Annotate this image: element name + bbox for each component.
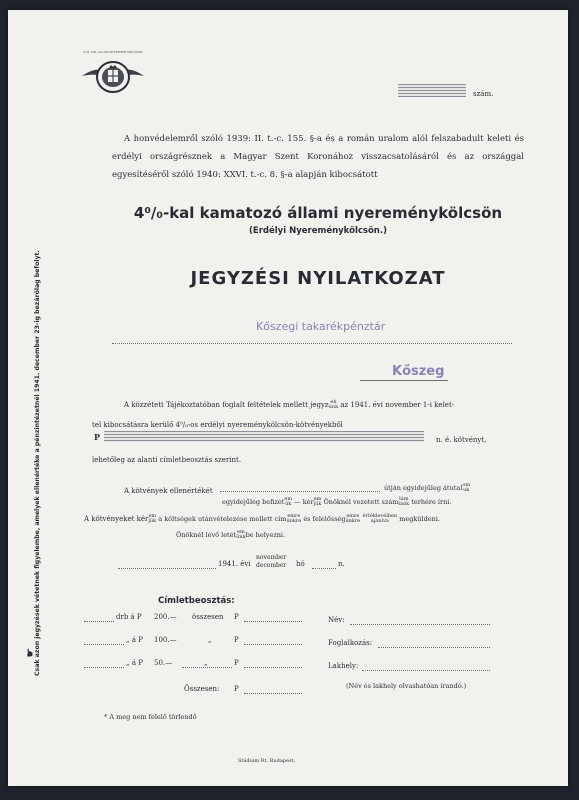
text: egyidejűleg befizet [222, 498, 285, 506]
total-currency: P [234, 685, 239, 693]
occupation-label: Foglalkozás: [328, 639, 373, 647]
row-label: összesen [192, 613, 224, 621]
delivery-line-2 [176, 530, 285, 540]
frac-bot: ünk [236, 534, 246, 540]
text: az 1941. évi november 1-i kelet- [338, 401, 455, 409]
number-field-bar [398, 84, 466, 97]
frac-top: em [237, 529, 245, 535]
row-prefix: „ á P [126, 636, 143, 644]
fraction [329, 400, 338, 410]
frac-top: em [284, 496, 293, 502]
text: útján egyidejűleg átutal [384, 484, 463, 492]
residence-label: Lakhely: [328, 662, 359, 670]
pointing-hand-icon: ☛ [23, 647, 37, 658]
sum-line [244, 667, 302, 668]
date-year: 1941. évi [218, 560, 251, 568]
count-line [84, 621, 114, 622]
count-line [84, 667, 124, 668]
name-field[interactable] [350, 624, 490, 625]
subscription-line-1 [124, 400, 454, 410]
delivery-line-1 [84, 514, 440, 524]
payment-line-1-label: A kötvények ellenértékét [124, 487, 213, 495]
date-place-line [118, 568, 216, 569]
row-prefix: drb á P [116, 613, 142, 621]
payment-via-line [220, 491, 380, 492]
fraction [462, 483, 470, 493]
frac-bot: ajánlva [370, 518, 389, 524]
count-line [84, 644, 124, 645]
fraction [284, 497, 292, 507]
denomination-row [84, 659, 304, 671]
text: be helyezni. [245, 531, 286, 539]
frac-top: ek [330, 399, 337, 405]
frac-bot: jük [148, 518, 157, 524]
footnote: * A meg nem felelő törlendő [104, 713, 197, 721]
row-label: „ [204, 659, 208, 667]
fraction [236, 530, 245, 540]
frac-top: lám [399, 496, 409, 502]
document-title: JEGYZÉSI NYILATKOZAT [190, 268, 446, 289]
text: A kötvényeket kér [84, 515, 149, 523]
sum-line [244, 644, 302, 645]
number-label: szám. [473, 90, 494, 98]
amount-label: P [94, 432, 101, 442]
frac-bot: uk [463, 487, 470, 493]
text: terhére írni. [409, 498, 452, 506]
row-currency: P [234, 636, 239, 644]
frac-bot: lánk [398, 501, 410, 507]
fraction [363, 514, 398, 524]
total-line [244, 693, 302, 694]
bond-unit: n. é. kötvényt, [436, 436, 487, 444]
sum-line [244, 621, 302, 622]
payment-line-1-tail [384, 483, 470, 493]
date-ho: hó [296, 560, 305, 568]
loan-title: 4⁰/₀-kal kamatozó állami nyereménykölcsön [133, 204, 503, 222]
denomination-total [184, 685, 304, 697]
month-option: november [256, 554, 287, 561]
row-currency: P [234, 613, 239, 621]
frac-top: om [462, 482, 471, 488]
text: A közzétett Tájékoztatóban foglalt feltételek mellett jegyz [124, 401, 329, 409]
text: megküldeni. [397, 515, 440, 523]
row-amount: 100.— [154, 636, 177, 644]
city-line [360, 380, 448, 381]
subscription-line-2: tel kibocsátásra kerülő 4⁰/₀-os erdélyi nyereménykölcsön-kötvényekből [92, 421, 343, 429]
row-label: „ [208, 636, 212, 644]
side-note-text: Csak azon jegyzések vétetnek figyelembe, amelyek ellenértéke a pénzintézetnél 1941. december 23-ig bezárólag befolyt. [34, 250, 41, 676]
preamble: A honvédelemről szóló 1939: II. t.-c. 155. §-a és a román uralom alól felszabadult keleti és erdélyi országrésznek a Magyar Szent Koronához visszacsatolásáról és az országgal egyesítéséről szóló 1940: XXVI. t.-c. 8. §-a alapján kibocsátott [112, 134, 524, 180]
row-amount: 50.— [154, 659, 173, 667]
day-line [312, 568, 336, 569]
side-note [34, 250, 41, 678]
loan-subtitle: (Erdélyi Nyereménykölcsön.) [249, 226, 387, 236]
emblem-ring-text: A M. KIR. ÁLLAMI NYEREMÉNYKÖLCSÖN [83, 50, 143, 54]
text: Önöknél levő letét [176, 531, 237, 539]
text: — kér [292, 498, 314, 506]
occupation-field[interactable] [378, 647, 490, 648]
name-label: Név: [328, 616, 345, 624]
text: a költségek utánvételezése mellett cím [156, 515, 287, 523]
denomination-row [84, 636, 304, 648]
row-amount: 200.— [154, 613, 177, 621]
frac-top: em [148, 513, 157, 519]
bank-line [112, 343, 512, 344]
frac-top: emre [287, 513, 301, 519]
amount-field-bar [104, 431, 424, 442]
denomination-heading: Címletbeosztás: [158, 596, 235, 606]
residence-field[interactable] [362, 670, 490, 671]
frac-bot: ünkre [345, 518, 361, 524]
date-month [256, 554, 286, 570]
frac-bot: ünkre [286, 518, 302, 524]
bank-stamp: Kőszegi takarékpénztár [256, 320, 386, 333]
frac-bot: ünk [328, 404, 339, 410]
city-stamp: Kőszeg [392, 364, 445, 379]
document-sheet [8, 10, 568, 786]
total-label: Összesen: [184, 685, 220, 693]
fraction [286, 514, 301, 524]
fraction [345, 514, 360, 524]
printer-imprint: Stádium Rt. Budapest. [238, 758, 296, 764]
payment-line-2 [222, 497, 451, 507]
subscription-line-3: lehetőleg az alanti címletbeosztás szerint. [92, 456, 242, 464]
frac-top: értéklevélben [362, 513, 398, 519]
row-prefix: „ á P [126, 659, 143, 667]
text: Önöknél vezetett szám [321, 498, 399, 506]
frac-bot: ük [285, 501, 292, 507]
emblem [80, 50, 146, 96]
crown-coat-of-arms-icon [80, 56, 146, 96]
frac-top: em [313, 496, 322, 502]
frac-top: emre [346, 513, 360, 519]
field-hint: (Név és lakhely olvashatóan írandó.) [346, 682, 467, 690]
frac-bot: jük [313, 501, 322, 507]
month-option: december [256, 562, 287, 569]
fraction [398, 497, 409, 507]
row-currency: P [234, 659, 239, 667]
text: és felelősség [301, 515, 346, 523]
amount-underline [182, 667, 232, 668]
denomination-row [84, 613, 304, 625]
date-n: n. [338, 560, 345, 568]
